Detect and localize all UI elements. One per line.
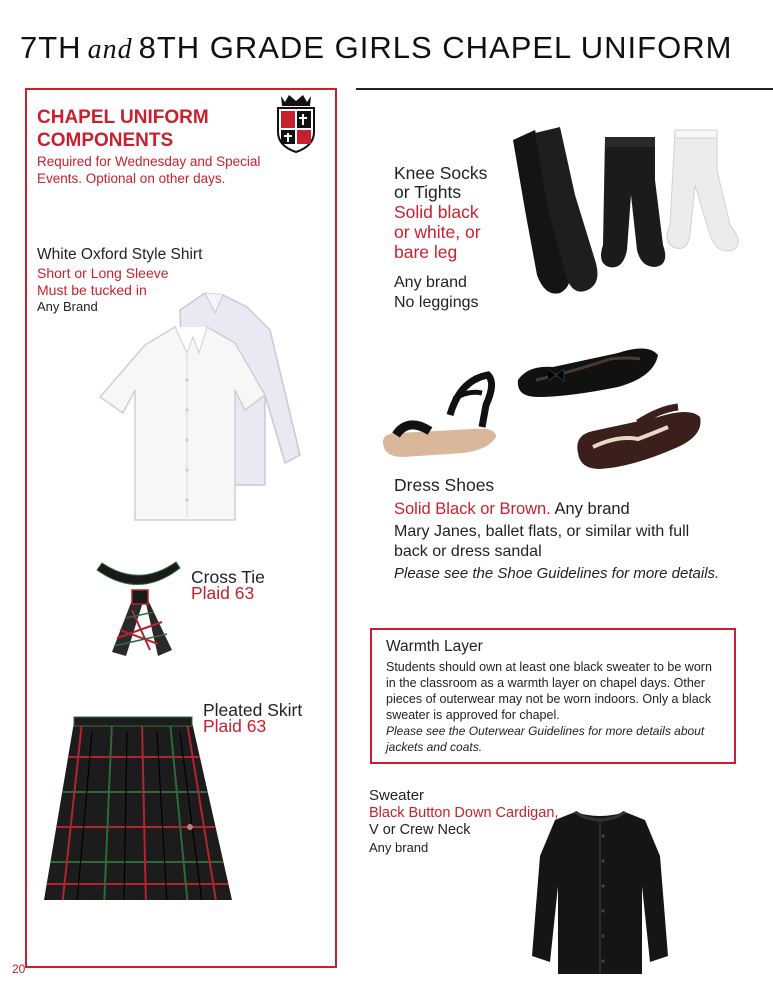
sweater-name: Sweater <box>369 787 425 804</box>
knee-socks-tights-image <box>505 125 750 310</box>
pleated-skirt-image <box>42 712 237 907</box>
tie-name: Cross Tie <box>191 567 265 587</box>
title-rule <box>356 88 773 90</box>
shoes-desc-1: Mary Janes, ballet flats, or similar with full <box>394 523 690 540</box>
components-heading: CHAPEL UNIFORM COMPONENTS <box>37 107 209 151</box>
school-crest-logo <box>275 92 317 154</box>
warmth-body: Students should own at least one black sweater to be worn in the classroom as a warmth layer on chapel days. Other pieces of outerwear may not be worn indoors. Only a black sweater is approved for chapel. <box>386 660 712 722</box>
black-cardigan-image <box>530 806 670 976</box>
socks-note: No leggings <box>394 294 479 311</box>
page-number: 20 <box>12 962 26 976</box>
skirt-detail: Plaid 63 <box>203 716 267 736</box>
shoes-note: Please see the Shoe Guidelines for more details. <box>394 565 720 582</box>
tie-detail: Plaid 63 <box>191 583 255 603</box>
shoes-detail-color: Solid Black or Brown. <box>394 500 551 518</box>
cross-tie-image <box>92 560 187 660</box>
socks-detail-1: Solid black <box>394 202 479 222</box>
shoes-detail <box>394 499 630 520</box>
sweater-style: V or Crew Neck <box>369 822 471 838</box>
warmth-note: Please see the Outerwear Guidelines for more details about jackets and coats. <box>386 724 705 754</box>
page-title: 7TH and 8TH GRADE GIRLS CHAPEL UNIFORM <box>20 30 733 65</box>
socks-brand: Any brand <box>394 274 467 291</box>
warmth-layer-box <box>370 628 736 764</box>
shirt-detail-sleeve: Short or Long Sleeve <box>37 265 169 281</box>
socks-detail-2: or white, or <box>394 222 481 242</box>
sweater-brand: Any brand <box>369 840 429 855</box>
shirt-brand: Any Brand <box>37 299 98 314</box>
dress-shoes-image <box>378 335 708 475</box>
shirt-detail-tucked: Must be tucked in <box>37 282 147 298</box>
warmth-title: Warmth Layer <box>386 638 483 655</box>
socks-name-2: or Tights <box>394 182 462 202</box>
sweater-detail: Black Button Down Cardigan, <box>369 805 559 821</box>
shoes-name: Dress Shoes <box>394 475 495 495</box>
socks-detail-3: bare leg <box>394 242 458 262</box>
skirt-name: Pleated Skirt <box>203 700 303 720</box>
shoes-detail-brand: Any brand <box>550 500 630 518</box>
socks-name-1: Knee Socks <box>394 163 488 183</box>
shoes-desc-2: back or dress sandal <box>394 543 542 560</box>
components-subtitle: Required for Wednesday and Special Events. Optional on other days. <box>37 154 261 186</box>
shirt-name: White Oxford Style Shirt <box>37 246 203 263</box>
oxford-shirts-image <box>95 285 310 525</box>
